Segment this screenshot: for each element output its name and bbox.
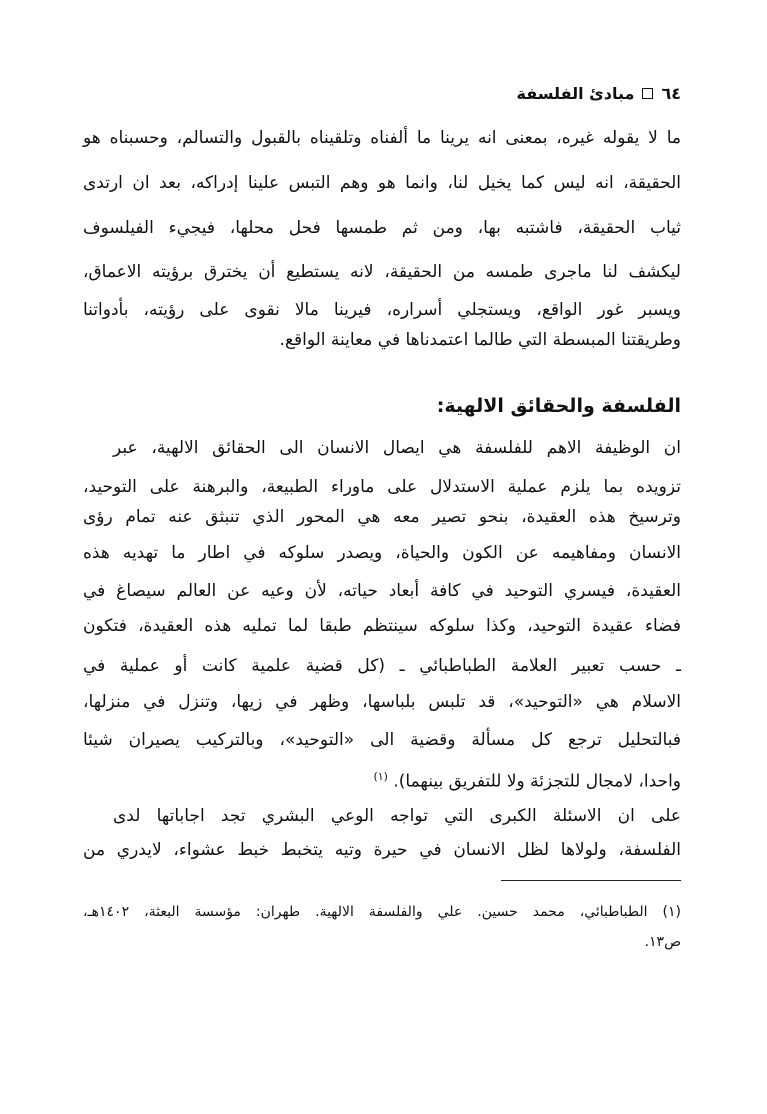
text-line: ويسبر غور الواقع، ويستجلي أسراره، فيرينا مالا نقوى على رؤيته، بأدواتنا (83, 300, 681, 320)
text-line: فضاء عقيدة التوحيد، وكذا سلوكه سينتظم طبقا لما تمليه هذه العقيدة، فتكون (83, 616, 681, 636)
last-line-text: واحدا، لامجال للتجزئة ولا للتفريق بينهما). (393, 771, 681, 792)
text-line: العقيدة، فيسري التوحيد في كافة أبعاد حياته، لأن وعيه عن العالم سيصاغ في (83, 581, 681, 601)
footnote-separator (501, 880, 681, 881)
page-number: ٦٤ (661, 84, 681, 103)
text-line (83, 765, 681, 794)
text-line: ثياب الحقيقة، فاشتبه بها، ومن ثم طمسها فحل محلها، فيجيء الفيلسوف (83, 218, 681, 238)
footnote-reference: (١) (373, 770, 388, 783)
text-line: على ان الاسئلة الكبرى التي تواجه الوعي البشري تجد اجاباتها لدى (113, 806, 681, 826)
footnote-line: ص١٣. (644, 934, 681, 950)
section-heading: الفلسفة والحقائق الالهية: (436, 395, 681, 417)
text-line: ان الوظيفة الاهم للفلسفة هي ايصال الانسان الى الحقائق الالهية، عبر (113, 438, 681, 458)
text-line: تزويده بما يلزم عملية الاستدلال على ماوراء الطبيعة، والبرهنة على التوحيد، (83, 477, 681, 497)
text-line: وترسيخ هذه العقيدة، بنحو تصير معه هي المحور الذي تنبثق عنه تمام رؤى (83, 507, 681, 527)
text-line: الفلسفة، ولولاها لظل الانسان في حيرة وتيه يتخبط خبط عشواء، لايدري من (83, 840, 681, 860)
text-line: ليكشف لنا ماجرى طمسه من الحقيقة، لانه يستطيع أن يخترق برؤيته الاعماق، (83, 262, 681, 282)
text-line: الحقيقة، انه ليس كما يخيل لنا، وانما هو وهم التبس علينا إدراكه، بعد ان ارتدى (83, 173, 681, 193)
book-title: مبادئ الفلسفة (516, 84, 635, 103)
text-line: ما لا يقوله غيره، بمعنى انه يرينا ما ألفناه وتلقيناه بالقبول والتسالم، وحسبناه هو (83, 128, 681, 148)
text-line: فبالتحليل ترجع كل مسألة وقضية الى «التوحيد»، وبالتركيب يصيران شيئا (83, 730, 681, 750)
text-line: الانسان ومفاهيمه عن الكون والحياة، ويصدر سلوكه في اطار ما تهديه هذه (83, 543, 681, 563)
text-line: ـ حسب تعبير العلامة الطباطبائي ـ (كل قضية علمية كانت أو عملية في (83, 656, 681, 676)
text-line: الاسلام هي «التوحيد»، قد تلبس بلباسها، وظهر في زيها، وتنزل في منزلها، (83, 692, 681, 712)
running-head (517, 84, 681, 103)
footnote-line: (١) الطباطبائي، محمد حسين. علي والفلسفة الالهية. طهران: مؤسسة البعثة، ١٤٠٢هـ، (83, 904, 681, 920)
square-separator-icon (642, 88, 653, 99)
text-line: وطريقتنا المبسطة التي طالما اعتمدناها في معاينة الواقع. (279, 330, 681, 350)
